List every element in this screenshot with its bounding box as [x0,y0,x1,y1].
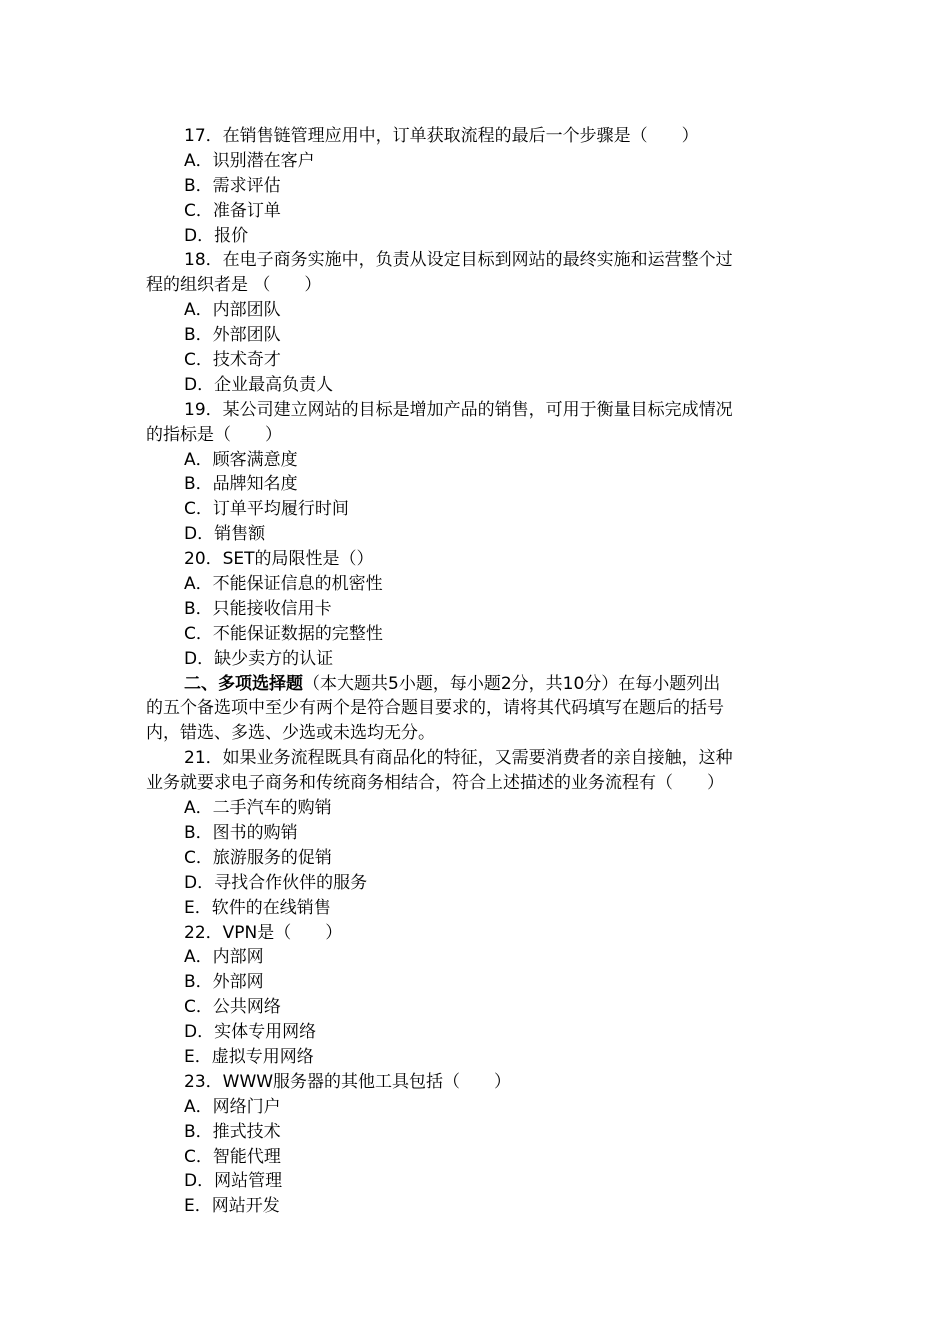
question-22-stem: 22．VPN是（ ） [184,922,343,943]
question-19-stem-continued: 的指标是（ ） [146,424,282,445]
question-23-stem: 23．WWW服务器的其他工具包括（ ） [184,1071,512,1092]
question-18-stem-continued: 程的组织者是 （ ） [146,275,322,296]
question-17-stem: 17．在销售链管理应用中，订单获取流程的最后一个步骤是（ ） [184,126,699,146]
option: C．订单平均履行时间 [184,499,349,520]
exam-text [0,124,950,1219]
option: C．不能保证数据的完整性 [184,623,383,644]
option: C．技术奇才 [184,350,281,371]
option: A．内部团队 [184,300,281,321]
option: B．图书的购销 [184,822,298,843]
option: A．二手汽车的购销 [184,798,332,819]
option: B．外部网 [184,972,264,993]
option: E．虚拟专用网络 [184,1046,314,1067]
option: C．公共网络 [184,997,281,1018]
option: D．缺少卖方的认证 [184,648,334,669]
option: D．实体专用网络 [184,1022,317,1043]
option: E．网站开发 [184,1196,280,1217]
option: B．推式技术 [184,1121,281,1142]
option: A．顾客满意度 [184,449,298,470]
section-2-instructions: （本大题共5小题，每小题2分，共10分）在每小题列出 [303,673,721,694]
option: D．寻找合作伙伴的服务 [184,872,368,893]
section-2-intro [0,672,950,697]
section-2-instructions-continued: 的五个备选项中至少有两个是符合题目要求的，请将其代码填写在题后的括号 [146,698,724,719]
question-20-stem: 20．SET的局限性是（） [184,549,374,570]
option: A．不能保证信息的机密性 [184,574,383,595]
option: B．品牌知名度 [184,474,298,495]
question-18-stem: 18．在电子商务实施中，负责从设定目标到网站的最终实施和运营整个过 [184,250,733,271]
option: A．内部网 [184,947,264,968]
option: C．准备订单 [184,200,281,221]
question-19-stem: 19．某公司建立网站的目标是增加产品的销售，可用于衡量目标完成情况 [184,399,733,420]
question-21-stem: 21．如果业务流程既具有商品化的特征，又需要消费者的亲自接触，这种 [184,748,733,769]
option: A．识别潜在客户 [184,150,315,171]
option: D．网站管理 [184,1171,283,1192]
option: B．外部团队 [184,325,281,346]
option: C．旅游服务的促销 [184,847,332,868]
section-2-heading: 二、多项选择题 [184,673,303,694]
option: E．软件的在线销售 [184,897,331,918]
option: D．报价 [184,225,249,246]
option: A．网络门户 [184,1096,281,1117]
option: B．需求评估 [184,175,281,196]
option: D．企业最高负责人 [184,374,334,395]
question-21-stem-continued: 业务就要求电子商务和传统商务相结合，符合上述描述的业务流程有（ ） [146,773,724,794]
section-2-instructions-continued: 内，错选、多选、少选或未选均无分。 [146,723,435,744]
option: D．销售额 [184,524,266,545]
option: C．智能代理 [184,1146,281,1167]
option: B．只能接收信用卡 [184,598,332,619]
